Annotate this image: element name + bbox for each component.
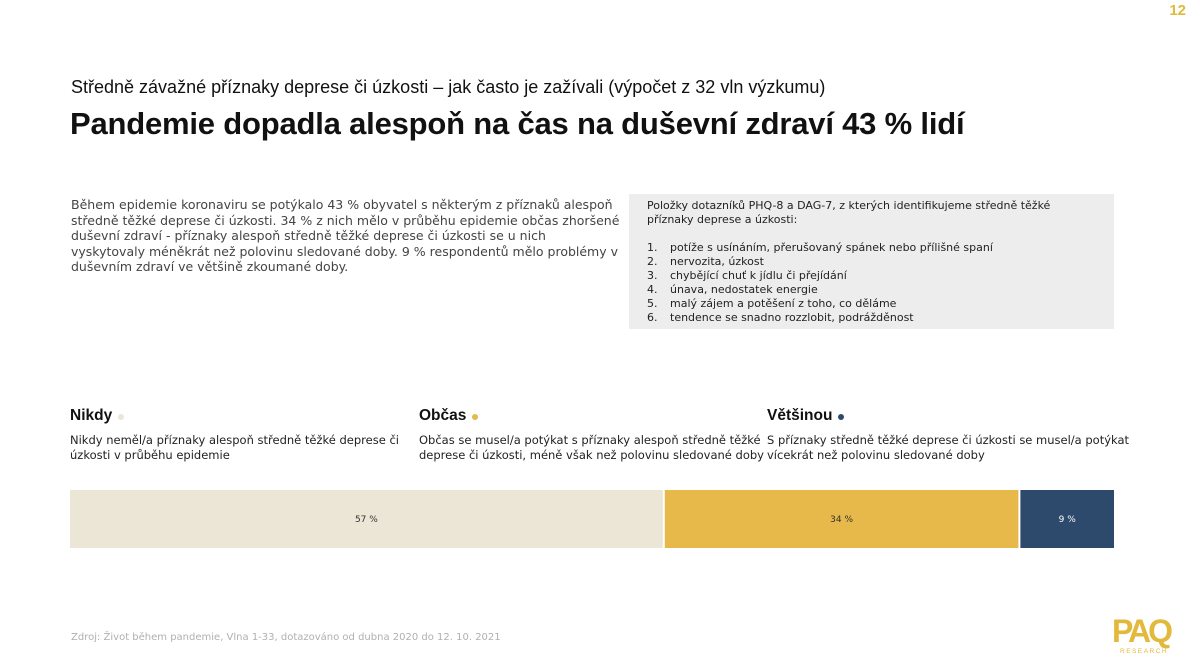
- category-description-line: deprese či úzkosti, méně však než polovinu sledované doby: [419, 447, 764, 462]
- info-box: [629, 194, 1114, 329]
- logo-tagline: RESEARCH: [1120, 648, 1169, 655]
- category-description-line: Nikdy neměl/a příznaky alespoň středně těžké deprese či: [70, 433, 399, 447]
- page-number: 12: [1169, 2, 1186, 19]
- legend-dot-icon: [472, 414, 478, 420]
- intro-line: Během epidemie koronaviru se potýkalo 43 % obyvatel s některým z příznaků alespoň: [71, 197, 613, 212]
- list-item-text: tendence se snadno rozzlobit, podrážděnost: [670, 311, 914, 324]
- source-note: Zdroj: Život během pandemie, Vlna 1-33, dotazováno od dubna 2020 do 12. 10. 2021: [71, 632, 501, 643]
- category-title: [70, 407, 400, 425]
- list-item-text: nervozita, úzkost: [670, 255, 764, 268]
- category-obcas: [419, 407, 764, 462]
- category-description: [767, 433, 1130, 462]
- list-item: [647, 255, 1114, 269]
- list-item: [647, 269, 1114, 283]
- list-item-number: 5.: [647, 297, 658, 310]
- list-item-number: 6.: [647, 311, 658, 324]
- list-item-text: únava, nedostatek energie: [670, 283, 818, 296]
- category-title-text: Většinou: [767, 407, 833, 424]
- list-item: [647, 311, 1114, 325]
- category-description: [419, 433, 764, 462]
- intro-paragraph: [71, 197, 620, 275]
- intro-line: duševním zdraví ve většině zkoumané doby.: [71, 259, 349, 274]
- category-description: [70, 433, 400, 462]
- list-item: [647, 241, 1114, 255]
- info-box-intro-line: příznaky deprese a úzkosti:: [647, 213, 798, 226]
- category-description-line: Občas se musel/a potýkat s příznaky alespoň středně těžké: [419, 433, 761, 447]
- intro-line: duševní zdraví - příznaky alespoň středně těžké deprese či úzkosti se u nich: [71, 228, 546, 243]
- list-item-text: potíže s usínáním, přerušovaný spánek nebo přílišné spaní: [670, 241, 993, 254]
- list-item-text: chybějící chuť k jídlu či přejídání: [670, 269, 847, 282]
- category-title: [767, 407, 1097, 425]
- list-item-number: 3.: [647, 269, 658, 282]
- stacked-bar-chart: [70, 490, 1114, 548]
- list-item-number: 4.: [647, 283, 658, 296]
- category-description-line: S příznaky středně těžké deprese či úzkosti se musel/a potýkat: [767, 433, 1130, 447]
- category-title: [419, 407, 749, 425]
- list-item: [647, 297, 1114, 311]
- category-description-line: úzkosti v průběhu epidemie: [70, 447, 230, 462]
- legend-dot-icon: [118, 414, 124, 420]
- bar-value-label: 57 %: [354, 515, 378, 525]
- logo-letters: PAQ: [1112, 613, 1170, 649]
- intro-line: středně těžké deprese či úzkosti. 34 % z nich mělo v průběhu epidemie občas zhoršené: [71, 212, 620, 228]
- list-item-number: 1.: [647, 241, 658, 254]
- list-item: [647, 283, 1114, 297]
- page-title: Pandemie dopadla alespoň na čas na duševní zdraví 43 % lidí: [70, 106, 965, 141]
- legend-dot-icon: [838, 414, 844, 420]
- category-description-line: vícekrát než polovinu sledované doby: [767, 447, 985, 462]
- list-item-number: 2.: [647, 255, 658, 268]
- bar-value-label: 34 %: [830, 515, 854, 525]
- intro-line: vyskytovaly méněkrát než polovinu sledované doby. 9 % respondentů mělo problémy v: [71, 243, 619, 259]
- category-title-text: Nikdy: [70, 407, 113, 424]
- category-title-text: Občas: [419, 407, 467, 424]
- list-item-text: malý zájem a potěšení z toho, co děláme: [670, 297, 897, 310]
- paq-research-logo: [1110, 609, 1182, 657]
- info-box-intro-line: Položky dotazníků PHQ-8 a DAG-7, z kterých identifikujeme středně těžké: [647, 199, 1051, 212]
- symptom-list: [647, 241, 1114, 325]
- bar-value-label: 9 %: [1058, 515, 1076, 525]
- category-nikdy: [70, 407, 400, 462]
- category-vetsinou: [767, 407, 1130, 462]
- chart-subtitle: Středně závažné příznaky deprese či úzkosti – jak často je zažívali (výpočet z 32 vln výzkumu): [71, 77, 826, 97]
